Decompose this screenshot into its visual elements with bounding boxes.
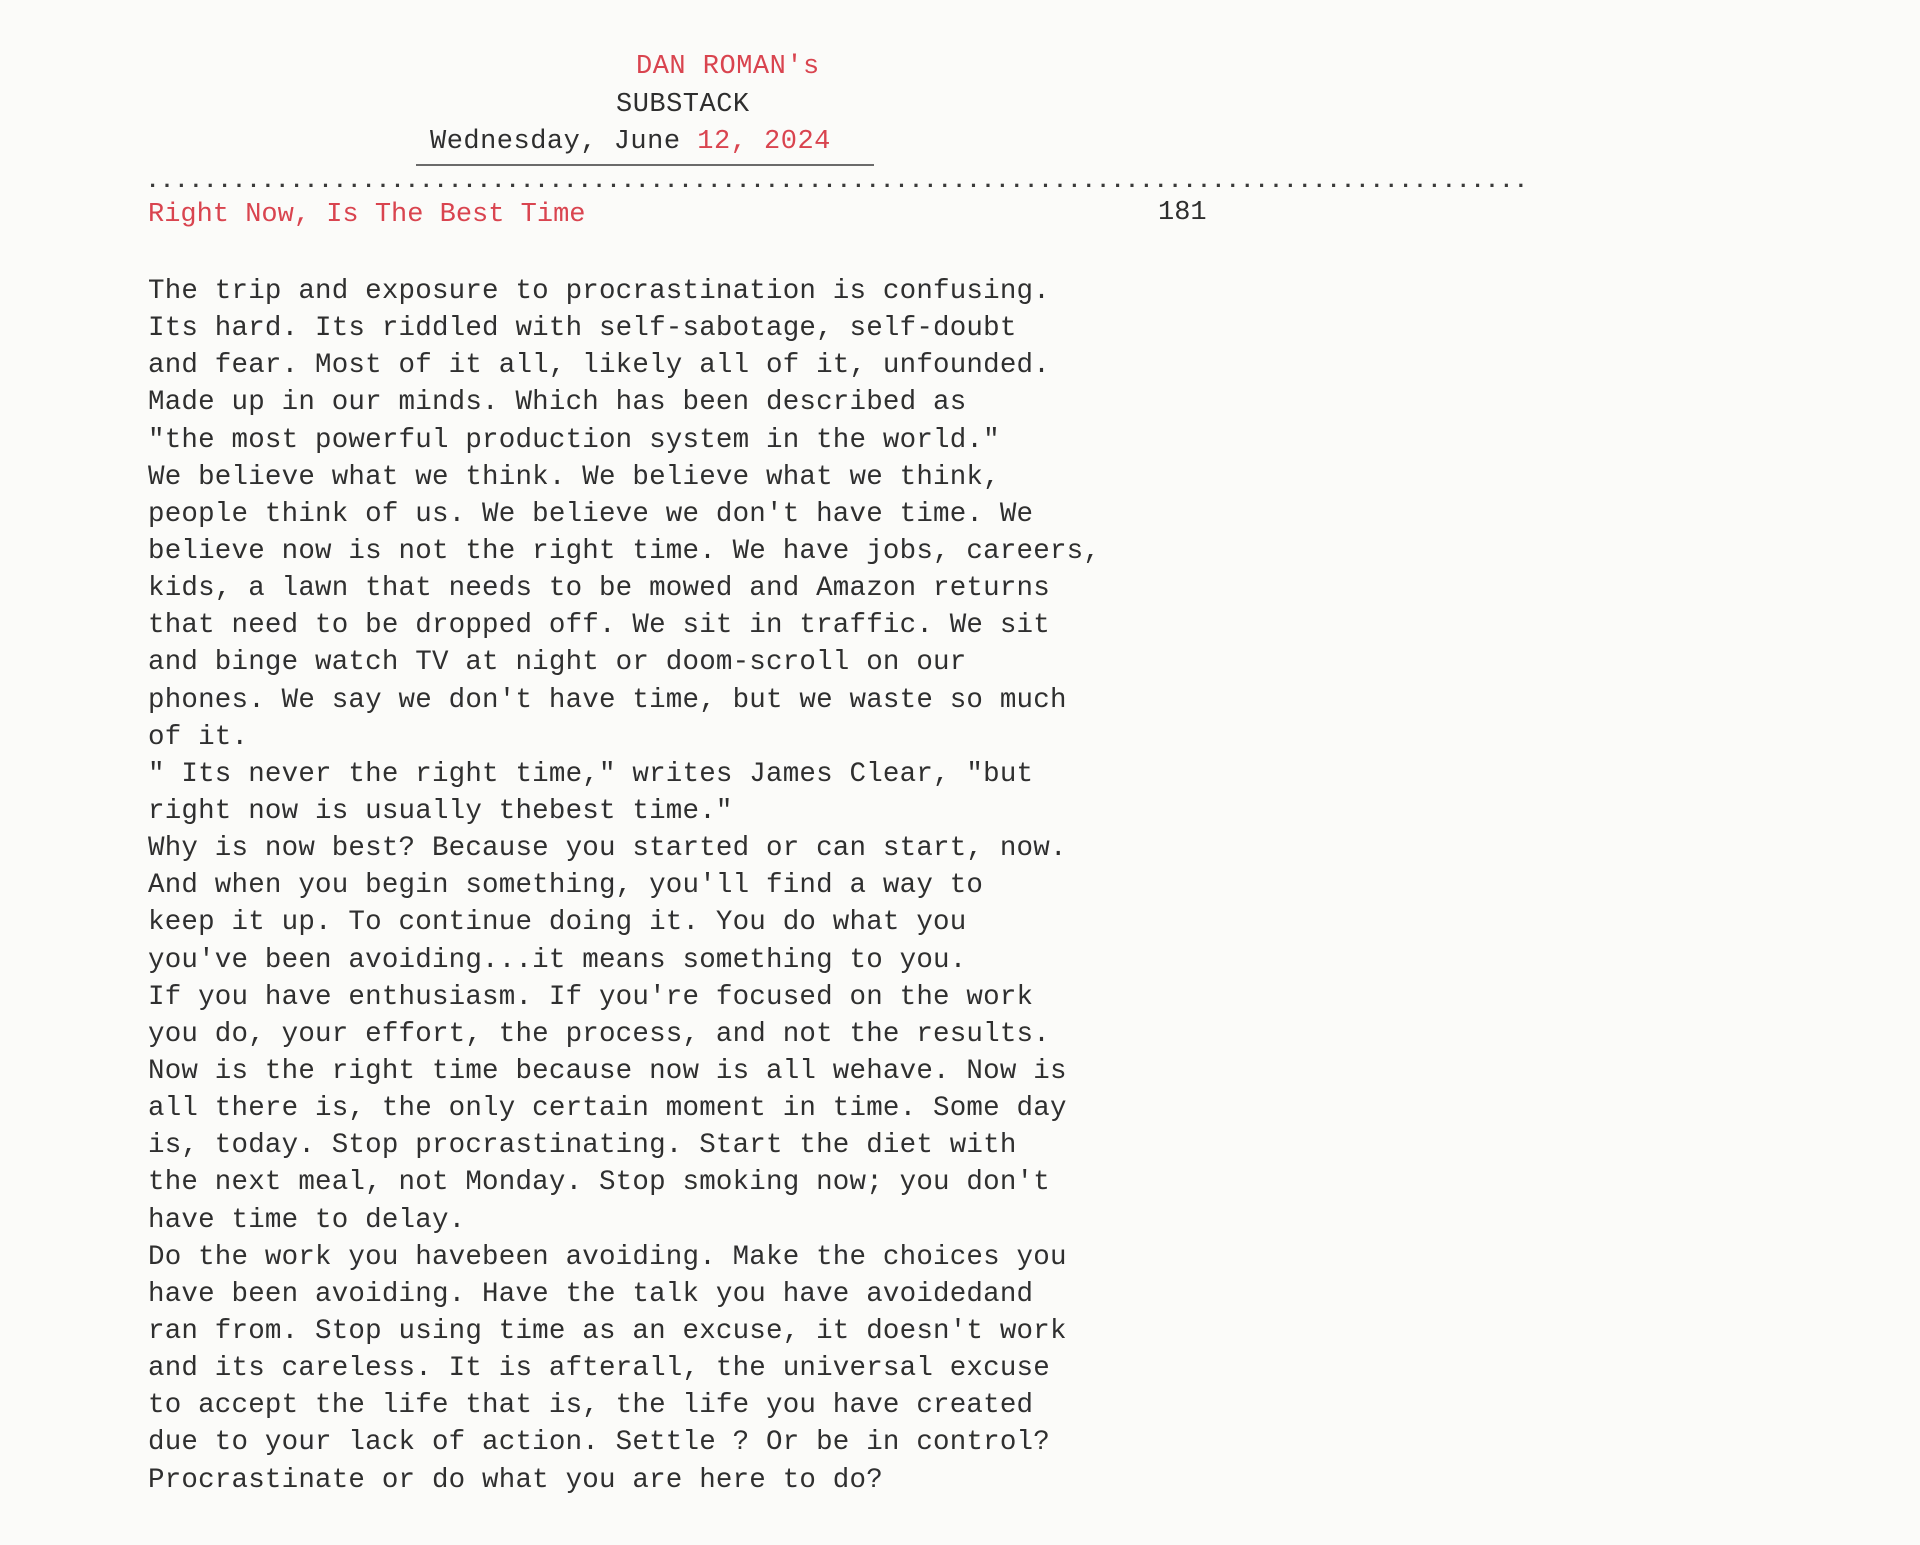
- date-weekday-month: Wednesday, June: [430, 127, 698, 157]
- body-line: due to your lack of action. Settle ? Or be in control?: [148, 1427, 1050, 1459]
- body-line: Procrastinate or do what you are here to do?: [148, 1464, 883, 1496]
- author-name: DAN ROMAN's: [636, 52, 820, 82]
- date-underline: [416, 164, 874, 166]
- body-line: If you have enthusiasm. If you're focused on the work: [148, 981, 1034, 1013]
- body-line: The trip and exposure to procrastination is confusing.: [148, 276, 1050, 307]
- body-line: Its hard. Its riddled with self-sabotage, self-doubt: [148, 313, 1017, 345]
- body-line: keep it up. To continue doing it. You do what you: [148, 907, 967, 939]
- body-line: is, today. Stop procrastinating. Start the diet with: [148, 1130, 1017, 1162]
- body-line: the next meal, not Monday. Stop smoking now; you don't: [148, 1167, 1050, 1199]
- body-line: and its careless. It is afterall, the universal excuse: [148, 1353, 1050, 1385]
- body-line: "the most powerful production system in the world.": [148, 424, 1000, 456]
- body-line: phones. We say we don't have time, but we waste so much: [148, 684, 1067, 716]
- dotted-divider: ................................................................................................: [146, 169, 1529, 194]
- body-line: kids, a lawn that needs to be mowed and Amazon returns: [148, 573, 1050, 605]
- body-line: you've been avoiding...it means something to you.: [148, 944, 967, 976]
- body-line: and binge watch TV at night or doom-scroll on our: [148, 647, 967, 679]
- date-day-year: 12, 2024: [697, 127, 831, 157]
- body-line: all there is, the only certain moment in time. Some day: [148, 1093, 1067, 1125]
- body-line: to accept the life that is, the life you have created: [148, 1390, 1034, 1422]
- body-line: And when you begin something, you'll find a way to: [148, 870, 984, 902]
- publication-name: SUBSTACK: [616, 90, 750, 120]
- body-line: have been avoiding. Have the talk you have avoidedand: [148, 1278, 1034, 1310]
- body-line: We believe what we think. We believe what we think,: [148, 461, 1000, 493]
- date-line: [430, 125, 1714, 159]
- page-number: 181: [1158, 198, 1207, 228]
- body-line: Why is now best? Because you started or can start, now.: [148, 833, 1067, 865]
- body-line: right now is usually thebest time.": [148, 795, 733, 827]
- body-line: you do, your effort, the process, and not the results.: [148, 1018, 1050, 1050]
- body-line: " Its never the right time," writes James Clear, "but: [148, 758, 1034, 790]
- body-line: of it.: [148, 721, 249, 753]
- body-line: Made up in our minds. Which has been described as: [148, 387, 967, 419]
- body-line: Now is the right time because now is all wehave. Now is: [148, 1055, 1067, 1087]
- body-line: Do the work you havebeen avoiding. Make the choices you: [148, 1241, 1067, 1273]
- body-line: have time to delay.: [148, 1204, 466, 1236]
- body-line: that need to be dropped off. We sit in traffic. We sit: [148, 610, 1050, 642]
- body-line: believe now is not the right time. We have jobs, careers,: [148, 535, 1101, 567]
- body-line: ran from. Stop using time as an excuse, it doesn't work: [148, 1315, 1067, 1347]
- article-title: Right Now, Is The Best Time: [148, 200, 586, 230]
- body-line: people think of us. We believe we don't have time. We: [148, 498, 1034, 530]
- article-body: [148, 273, 1258, 1499]
- body-line: and fear. Most of it all, likely all of it, unfounded.: [148, 350, 1050, 382]
